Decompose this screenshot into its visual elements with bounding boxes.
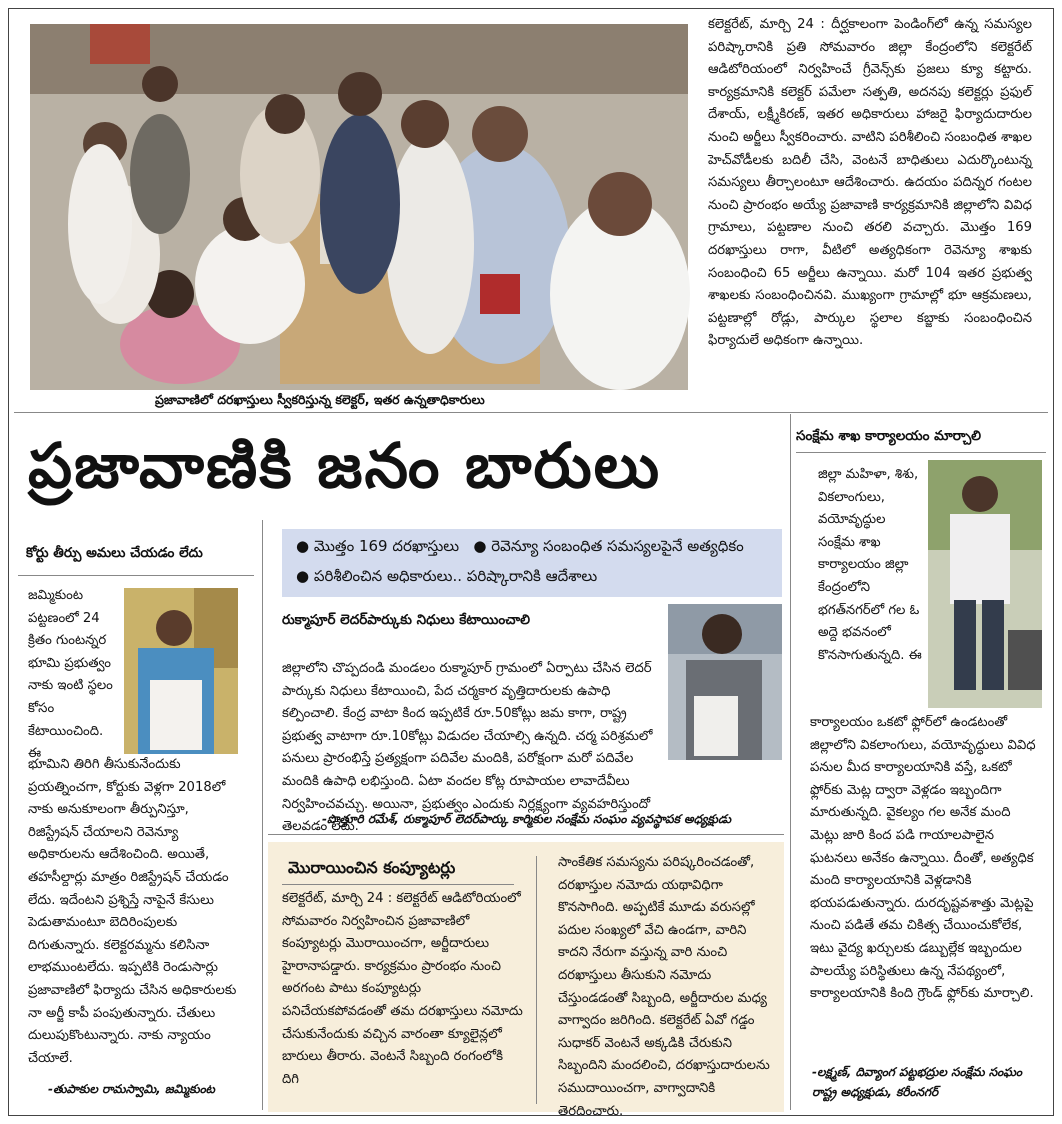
top-story-body: కలెక్టరేట్, మార్చి 24 : దీర్ఘకాలంగా పెండింగ్‌లో ఉన్న సమస్యల పరిష్కారానికి ప్రతి సోమవారం జిల్లా కేంద్రంలోని కలెక్టరేట్ ఆడిటోరియంలో నిర్వహించే గ్రీవెన్స్‌కు ప్రజలు క్యూ కట్టారు. కార్యక్రమానికి కలెక్టర్ పమేలా సత్పతి, అదనపు కలెక్టర్లు ప్రఫుల్ దేశాయ్, లక్ష్మీకిరణ్, ఇతర అధికారులు హాజరై ఫిర్యాదుదారుల నుంచి అర్జీలు స్వీకరించారు. వాటిని పరిశీలించి సంబంధిత శాఖల హెచ్‌వోడీలకు బదిలీ చేసి, వెంటనే బాధితులు ఎదుర్కొంటున్న సమస్యలు తీర్చాలంటూ ఆదేశించారు. ఉదయం పదిన్నర గంటల నుంచి ప్రారంభం అయ్యే ప్రజావాణి కార్యక్రమానికి జిల్లాలోని వివిధ గ్రామాలు, పట్టణాల నుంచి తరలి వచ్చారు. మొత్తం 169 దరఖాస్తులు రాగా, వీటిలో అత్యధికంగా రెవెన్యూ శాఖకు సంబంధించి 65 అర్జీలు ఉన్నాయి. మరో 104 ఇతర ప్రభుత్వ శాఖలకు సంబంధించినవి. ముఖ్యంగా గ్రామాల్లో భూ ఆక్రమణలు, పట్టణాల్లో రోడ్లు, పార్కుల స్థలాల కబ్జాకు సంబంధించిన ఫిర్యాదులే అధికంగా ఉన్నాయి. — [708, 17, 1032, 349]
highlights-box — [282, 529, 782, 597]
court-photo — [124, 588, 238, 754]
right-column-divider — [790, 414, 791, 1110]
highlight-item: పరిశీలించిన అధికారులు.. పరిష్కారానికి ఆదేశాలు — [313, 567, 598, 585]
computers-col2: సాంకేతిక సమస్యను పరిష్కరించడంతో, దరఖాస్తుల నమోదు యథావిధిగా కొనసాగింది. అప్పటికే మూడు వరుసల్లో పదుల సంఖ్యలో వేచి ఉండగా, వారిని కాదని నేరుగా వస్తున్న వారి నుంచి దరఖాస్తులు తీసుకుని నమోదు చేస్తుండడంతో సిబ్బంది, అర్జీదారుల మధ్య వాగ్వాదం జరిగింది. కలెక్టరేట్ ఏవో గడ్డం సుధాకర్ వెంటనే అక్కడికి చేరుకుని సిబ్బందిని మందలించి, దరఖాస్తుదారులను సముదాయించగా, వాగ్వాదానికి తెరదించారు. — [558, 855, 770, 1119]
court-credit: -తుపాకుల రామస్వామి, జమ్మికుంట — [48, 1082, 215, 1096]
bullet-icon: ● — [473, 537, 492, 555]
computers-col1: కలెక్టరేట్, మార్చి 24 : కలెక్టరేట్ ఆడిటోరియంలో సోమవారం నిర్వహించిన ప్రజావాణిలో కంప్యూటర్లు మొరాయించగా, అర్జీదారులు హైరానాపడ్డారు. కార్యక్రమం ప్రారంభం నుంచి అరగంట పాటు కంప్యూటర్లు పనిచేయకపోవడంతో తమ దరఖాస్తులు నమోదు చేసుకునేందుకు వచ్చిన వారంతా క్యూలైన్లలో బారులు తీరారు. వెంటనే సిబ్బంది రంగంలోకి దిగి — [282, 891, 523, 1087]
court-lead: జమ్మికుంట పట్టణంలో 24 క్రితం గుంటన్నర భూమి ప్రభుత్వం నాకు ఇంటి స్థలం కోసం కేటాయించింది. ఈ — [28, 588, 113, 762]
leather-photo — [668, 604, 782, 760]
welfare-body: కార్యాలయం ఒకటో ఫ్లోర్‌లో ఉండటంతో జిల్లాలోని వికలాంగులు, వయోవృద్ధులు వివిధ పనుల మీద కార్యాలయానికి వస్తే, ఒకటో ఫ్లోర్‌కు మెట్ల ద్వారా వెళ్లడం ఇబ్బందిగా మారుతున్నది. వైకల్యం గల అనేక మంది మెట్లు జారి కింద పడి గాయాలపాలైన ఘటనలు అనేకం ఉన్నాయి. దీంతో, అత్యధిక మంది కార్యాలయానికి వెళ్లడానికి భయపడుతున్నారు. దురదృష్టవశాత్తు మెట్లపై నుంచి పడితే తమ చికిత్స చేయించుకోలేక, ఇటు వైద్య ఖర్చులకు డబ్బుల్లేక ఇబ్బందుల పాలయ్యే పరిస్థితులు ఉన్న నేపథ్యంలో, కార్యాలయానికి కింది గ్రౌండ్ ఫ్లోర్‌కు మార్చాలి. — [810, 715, 1036, 1002]
court-title-rule — [18, 575, 254, 576]
welfare-credit: -లక్ష్మణ్, దివ్యాంగ పట్టభద్రుల సంక్షేమ సంఘం రాష్ట్ర అధ్యక్షుడు, కరీంనగర్ — [812, 1065, 1023, 1099]
computers-title-rule — [282, 884, 514, 885]
court-body: భూమిని తిరిగి తీసుకునేందుకు ప్రయత్నించగా, కోర్టుకు వెళ్లగా 2018లో నాకు అనుకూలంగా తీర్పునిస్తూ, రిజిస్ట్రేషన్ చేయాలని రెవెన్యూ అధికారులను ఆదేశించింది. అయితే, తహసీల్దార్లు మాత్రం రిజిస్ట్రేషన్ చేయడం లేదు. ఇదేంటని ప్రశ్నిస్తే నాపైనే కేసులు పెడుతామంటూ బెదిరింపులకు దిగుతున్నారు. కలెక్టరమ్మను కలిసినా లాభముంటలేదు. ఇప్పటికి రెండుసార్లు ప్రజావాణిలో ఫిర్యాదు చేసిన అధికారులకు నా అర్జీ కాపీ పంపుతున్నారు. చేతులు దులుపుకొంటున్నారు. నాకు న్యాయం చేయాలే. — [28, 757, 237, 1066]
main-photo — [30, 24, 688, 390]
highlight-item: మొత్తం 169 దరఖాస్తులు — [313, 537, 460, 555]
bullet-icon: ● — [296, 567, 314, 585]
bullet-icon: ● — [296, 537, 314, 555]
left-column-divider — [262, 520, 263, 1110]
leather-title: రుక్మాపూర్ లెదర్‌పార్కుకు నిధులు కేటాయించాలి — [282, 612, 531, 628]
welfare-title: సంక్షేమ శాఖ కార్యాలయం మార్చాలి — [796, 428, 982, 444]
center-divider — [268, 834, 784, 835]
leather-body: జిల్లాలోని చొప్పదండి మండలం రుక్మాపూర్ గ్రామంలో ఏర్పాటు చేసిన లెదర్ పార్కుకు నిధులు కేటాయించి, పేద చర్మకార వృత్తిదారులకు ఉపాధి కల్పించాలి. కేంద్ర వాటా కింద ఇప్పటికే రూ.50కోట్లు జమ కాగా, రాష్ట్ర ప్రభుత్వ వాటాగా రూ.10కోట్లు విడుదల చేయాల్సి ఉన్నది. చర్మ పరిశ్రమలో పనులు ప్రారంభిస్తే ప్రత్యక్షంగా పదివేల మందికి, పరోక్షంగా మరో పదివేల మందికి ఉపాధి లభిస్తుంది. ఏటా వందల కోట్ల రూపాయల లావాదేవీలు నిర్వహించవచ్చు. అయినా, ప్రభుత్వం ఎందుకు నిర్లక్ష్యంగా వ్యవహరిస్తుందో తెలవడం లేదు. — [282, 661, 653, 835]
headline: ప్రజావాణికి జనం బారులు — [28, 429, 662, 502]
welfare-lead: జిల్లా మహిళా, శిశు, వికలాంగులు, వయోవృద్ధుల సంక్షేమ శాఖ కార్యాలయం జిల్లా కేంద్రంలోని భగత్‌నగర్‌లో గల ఓ అద్దె భవనంలో కొనసాగుతున్నది. ఈ — [818, 467, 922, 663]
top-divider — [14, 412, 1048, 413]
computers-column-divider — [536, 856, 537, 1104]
photo-caption: ప్రజావాణిలో దరఖాస్తులు స్వీకరిస్తున్న కలెక్టర్, ఇతర ఉన్నతాధికారులు — [155, 392, 485, 407]
leather-credit: -పొత్తూరి రమేశ్, రుక్మాపూర్ లెదర్‌పార్కు కార్మికుల సంక్షేమ సంఘం వ్యవస్థాపక అధ్యక్షుడు — [322, 812, 731, 826]
court-title: కోర్టు తీర్పు అమలు చేయడం లేదు — [26, 545, 203, 561]
welfare-photo — [928, 460, 1042, 708]
computers-title: మొరాయించిన కంప్యూటర్లు — [288, 858, 456, 877]
highlight-item: రెవెన్యూ సంబంధిత సమస్యలపైనే అత్యధికం — [491, 537, 744, 555]
welfare-title-rule — [796, 452, 1046, 453]
